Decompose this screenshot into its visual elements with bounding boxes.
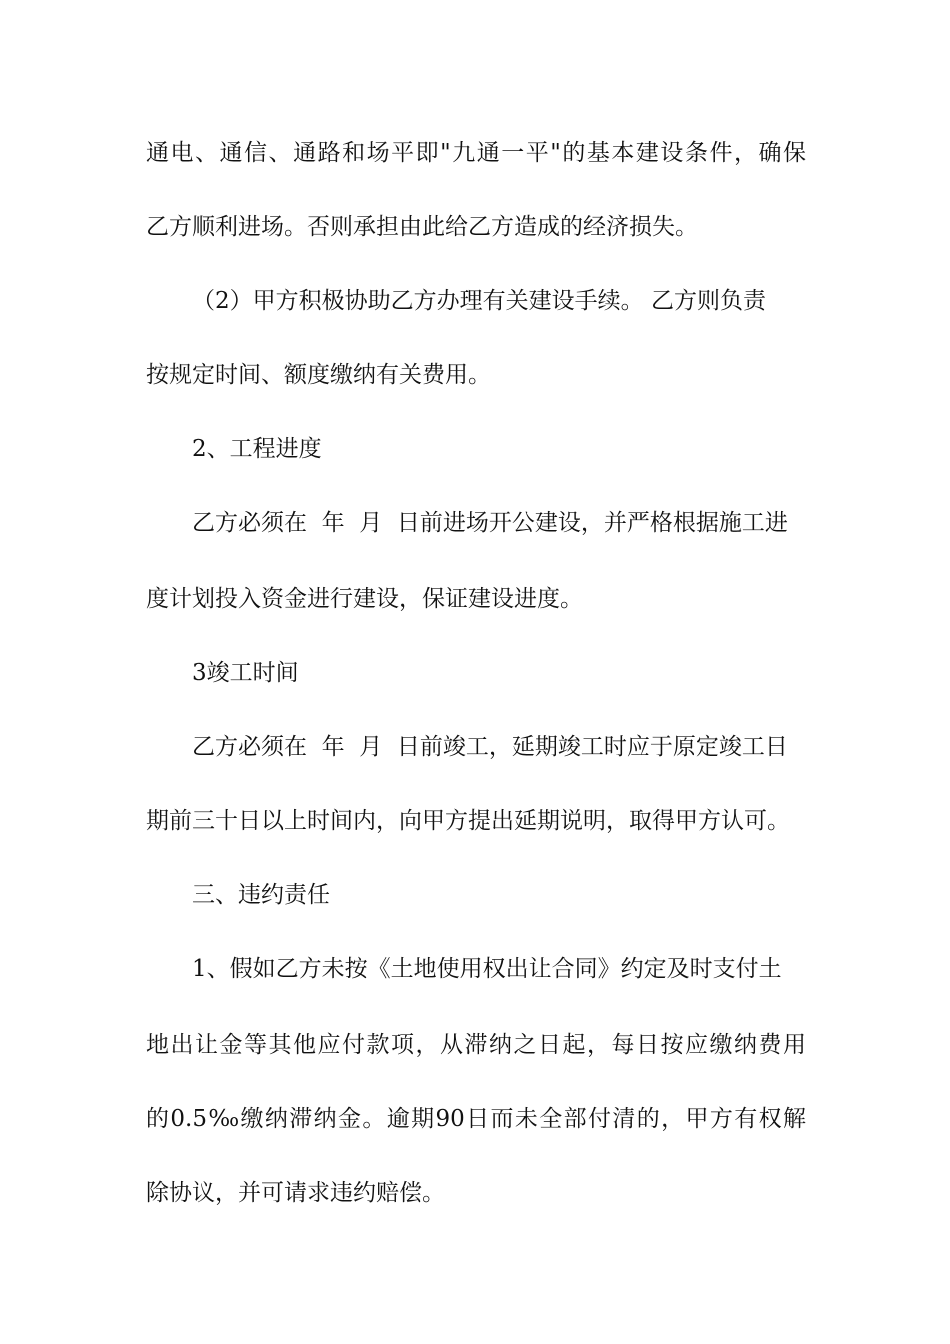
text-line: （2）甲方积极协助乙方办理有关建设手续。 乙方则负责 — [192, 288, 766, 314]
section-heading: 三、违约责任 — [192, 882, 330, 908]
text-line: 地出让金等其他应付款项，从滞纳之日起，每日按应缴纳费用 — [146, 1032, 806, 1058]
text-line: 期前三十日以上时间内，向甲方提出延期说明，取得甲方认可。 — [146, 808, 790, 834]
section-heading: 3竣工时间 — [192, 660, 299, 686]
text-line: 度计划投入资金进行建设，保证建设进度。 — [146, 586, 583, 612]
text-line: 通电、通信、通路和场平即"九通一平"的基本建设条件，确保 — [146, 140, 806, 166]
text-line: 1、假如乙方未按《土地使用权出让合同》约定及时支付土 — [192, 956, 782, 982]
text-line: 乙方必须在 年 月 日前进场开公建设，并严格根据施工进 — [192, 510, 788, 536]
section-heading: 2、工程进度 — [192, 436, 322, 462]
text-line: 除协议，并可请求违约赔偿。 — [146, 1180, 445, 1206]
text-line: 的0.5‰缴纳滞纳金。逾期90日而未全部付清的，甲方有权解 — [146, 1106, 806, 1132]
text-line: 乙方顺利进场。否则承担由此给乙方造成的经济损失。 — [146, 214, 698, 240]
text-line: 按规定时间、额度缴纳有关费用。 — [146, 362, 491, 388]
text-line: 乙方必须在 年 月 日前竣工，延期竣工时应于原定竣工日 — [192, 734, 788, 760]
